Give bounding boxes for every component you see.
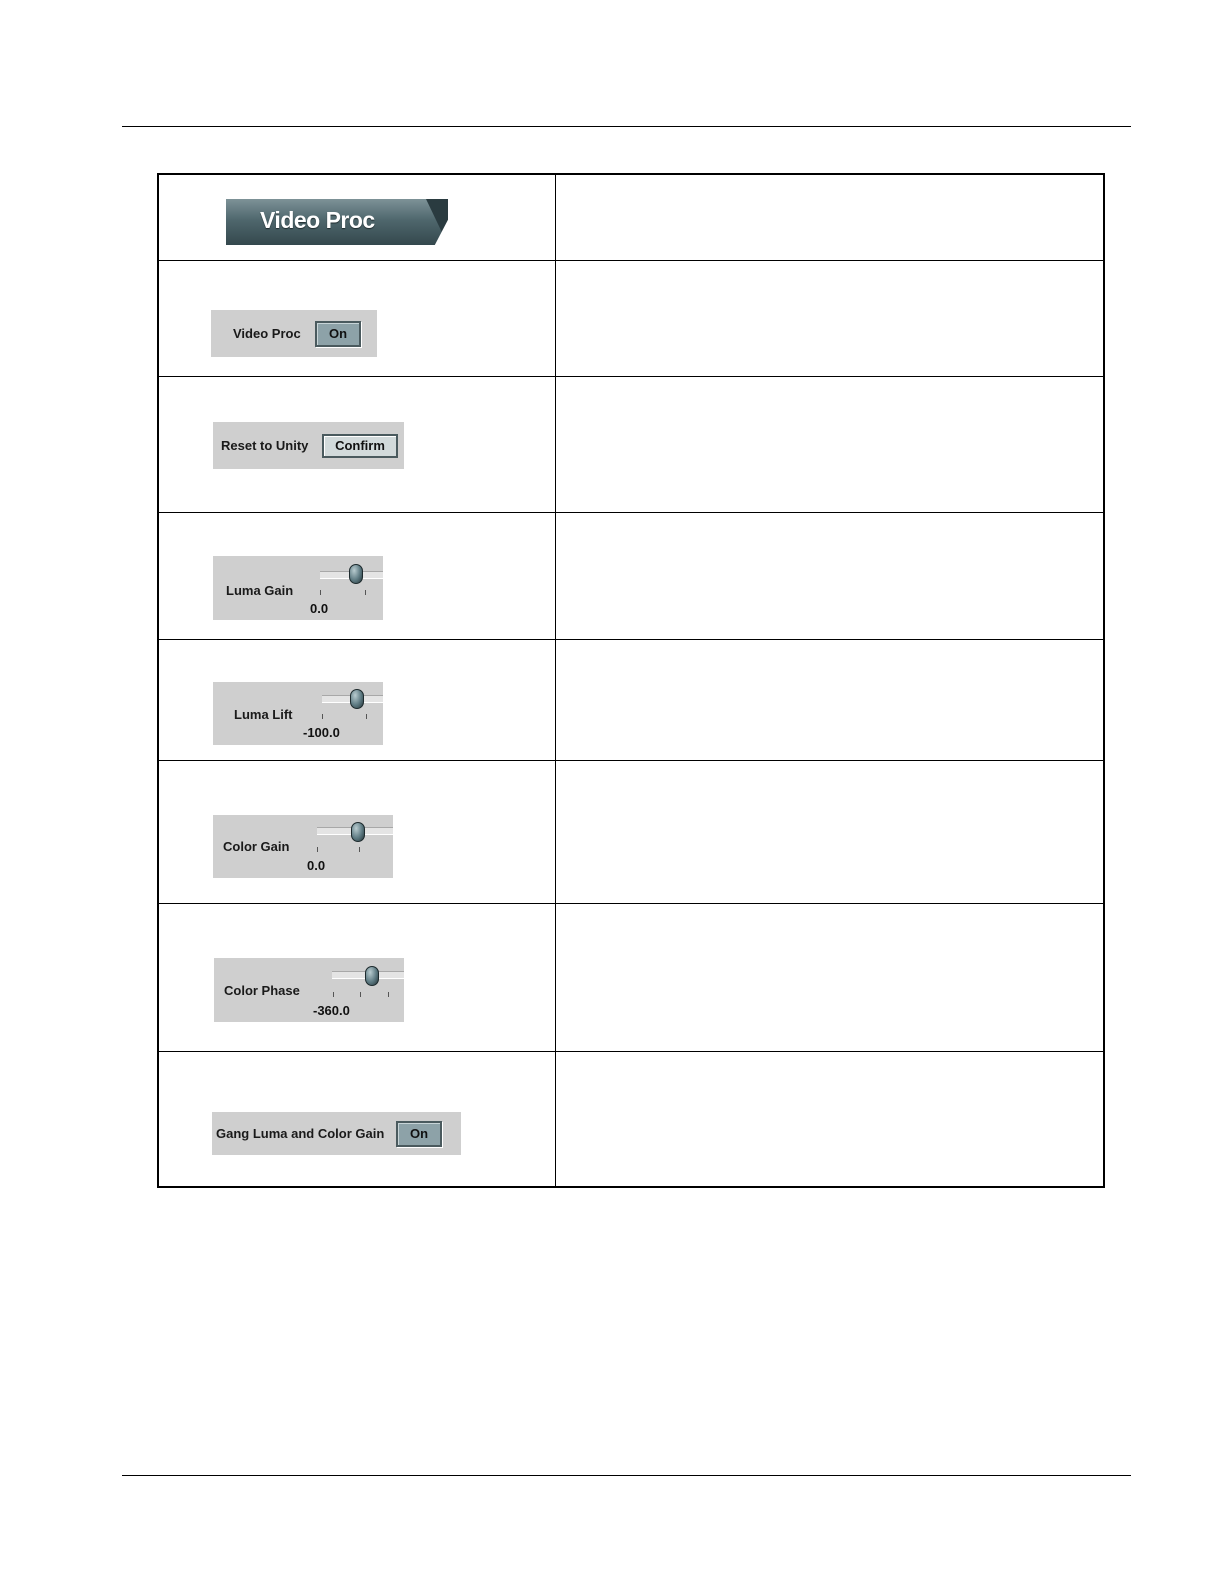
table-row [158, 512, 1104, 639]
footer-rule [122, 1475, 1131, 1476]
slider-tick [360, 992, 361, 997]
table-cell-description [556, 639, 1105, 760]
color-phase-label: Color Phase [224, 982, 300, 998]
slider-tick [359, 847, 360, 852]
table-cell-control [158, 1051, 556, 1187]
luma-gain-panel [213, 556, 383, 620]
luma-lift-slider-thumb[interactable] [350, 689, 364, 709]
luma-gain-value: 0.0 [310, 600, 329, 616]
color-gain-panel [213, 815, 393, 878]
color-phase-panel [214, 958, 404, 1022]
table-row [158, 260, 1104, 376]
video-proc-toggle-button[interactable]: On [315, 321, 361, 347]
luma-gain-label: Luma Gain [226, 582, 294, 598]
table-row [158, 376, 1104, 512]
tab-slant-shape [426, 199, 448, 245]
color-phase-value: -360.0 [313, 1002, 350, 1018]
slider-tick [333, 992, 334, 997]
table-cell-description [556, 760, 1105, 903]
video-proc-panel [211, 310, 377, 357]
table-cell-control [158, 639, 556, 760]
color-gain-value: 0.0 [307, 857, 326, 873]
table-row [158, 174, 1104, 260]
table-cell-description [556, 376, 1105, 512]
slider-tick [320, 590, 321, 595]
table-cell-description [556, 1051, 1105, 1187]
slider-tick [365, 590, 366, 595]
gang-panel [212, 1112, 461, 1155]
video-proc-label: Video Proc [233, 325, 301, 341]
gang-toggle-button[interactable]: On [396, 1121, 442, 1147]
color-gain-label: Color Gain [223, 838, 290, 854]
table-row [158, 903, 1104, 1051]
confirm-button[interactable]: Confirm [322, 434, 398, 458]
table-cell-control [158, 260, 556, 376]
table-cell-description [556, 903, 1105, 1051]
luma-gain-slider-thumb[interactable] [349, 564, 363, 584]
table-cell-description [556, 260, 1105, 376]
tab-corner-shape [426, 199, 448, 245]
color-phase-slider-thumb[interactable] [365, 966, 379, 986]
gang-label: Gang Luma and Color Gain [216, 1125, 385, 1141]
table-row [158, 760, 1104, 903]
table-cell-description [556, 174, 1105, 260]
reset-unity-label: Reset to Unity [221, 437, 309, 453]
luma-lift-value: -100.0 [303, 724, 340, 740]
slider-tick [322, 714, 323, 719]
video-proc-tab[interactable] [226, 199, 448, 245]
table-cell-control [158, 174, 556, 260]
table-cell-control [158, 903, 556, 1051]
slider-tick [366, 714, 367, 719]
controls-table [157, 173, 1105, 1188]
slider-tick [388, 992, 389, 997]
luma-lift-panel [213, 682, 383, 745]
color-gain-slider-thumb[interactable] [351, 822, 365, 842]
table-cell-control [158, 512, 556, 639]
table-cell-description [556, 512, 1105, 639]
table-row [158, 1051, 1104, 1187]
table-cell-control [158, 760, 556, 903]
luma-lift-label: Luma Lift [234, 706, 293, 722]
tab-label: Video Proc [260, 207, 375, 233]
table-row [158, 639, 1104, 760]
reset-unity-panel [213, 422, 404, 469]
header-rule [122, 126, 1131, 127]
table-cell-control [158, 376, 556, 512]
slider-tick [317, 847, 318, 852]
